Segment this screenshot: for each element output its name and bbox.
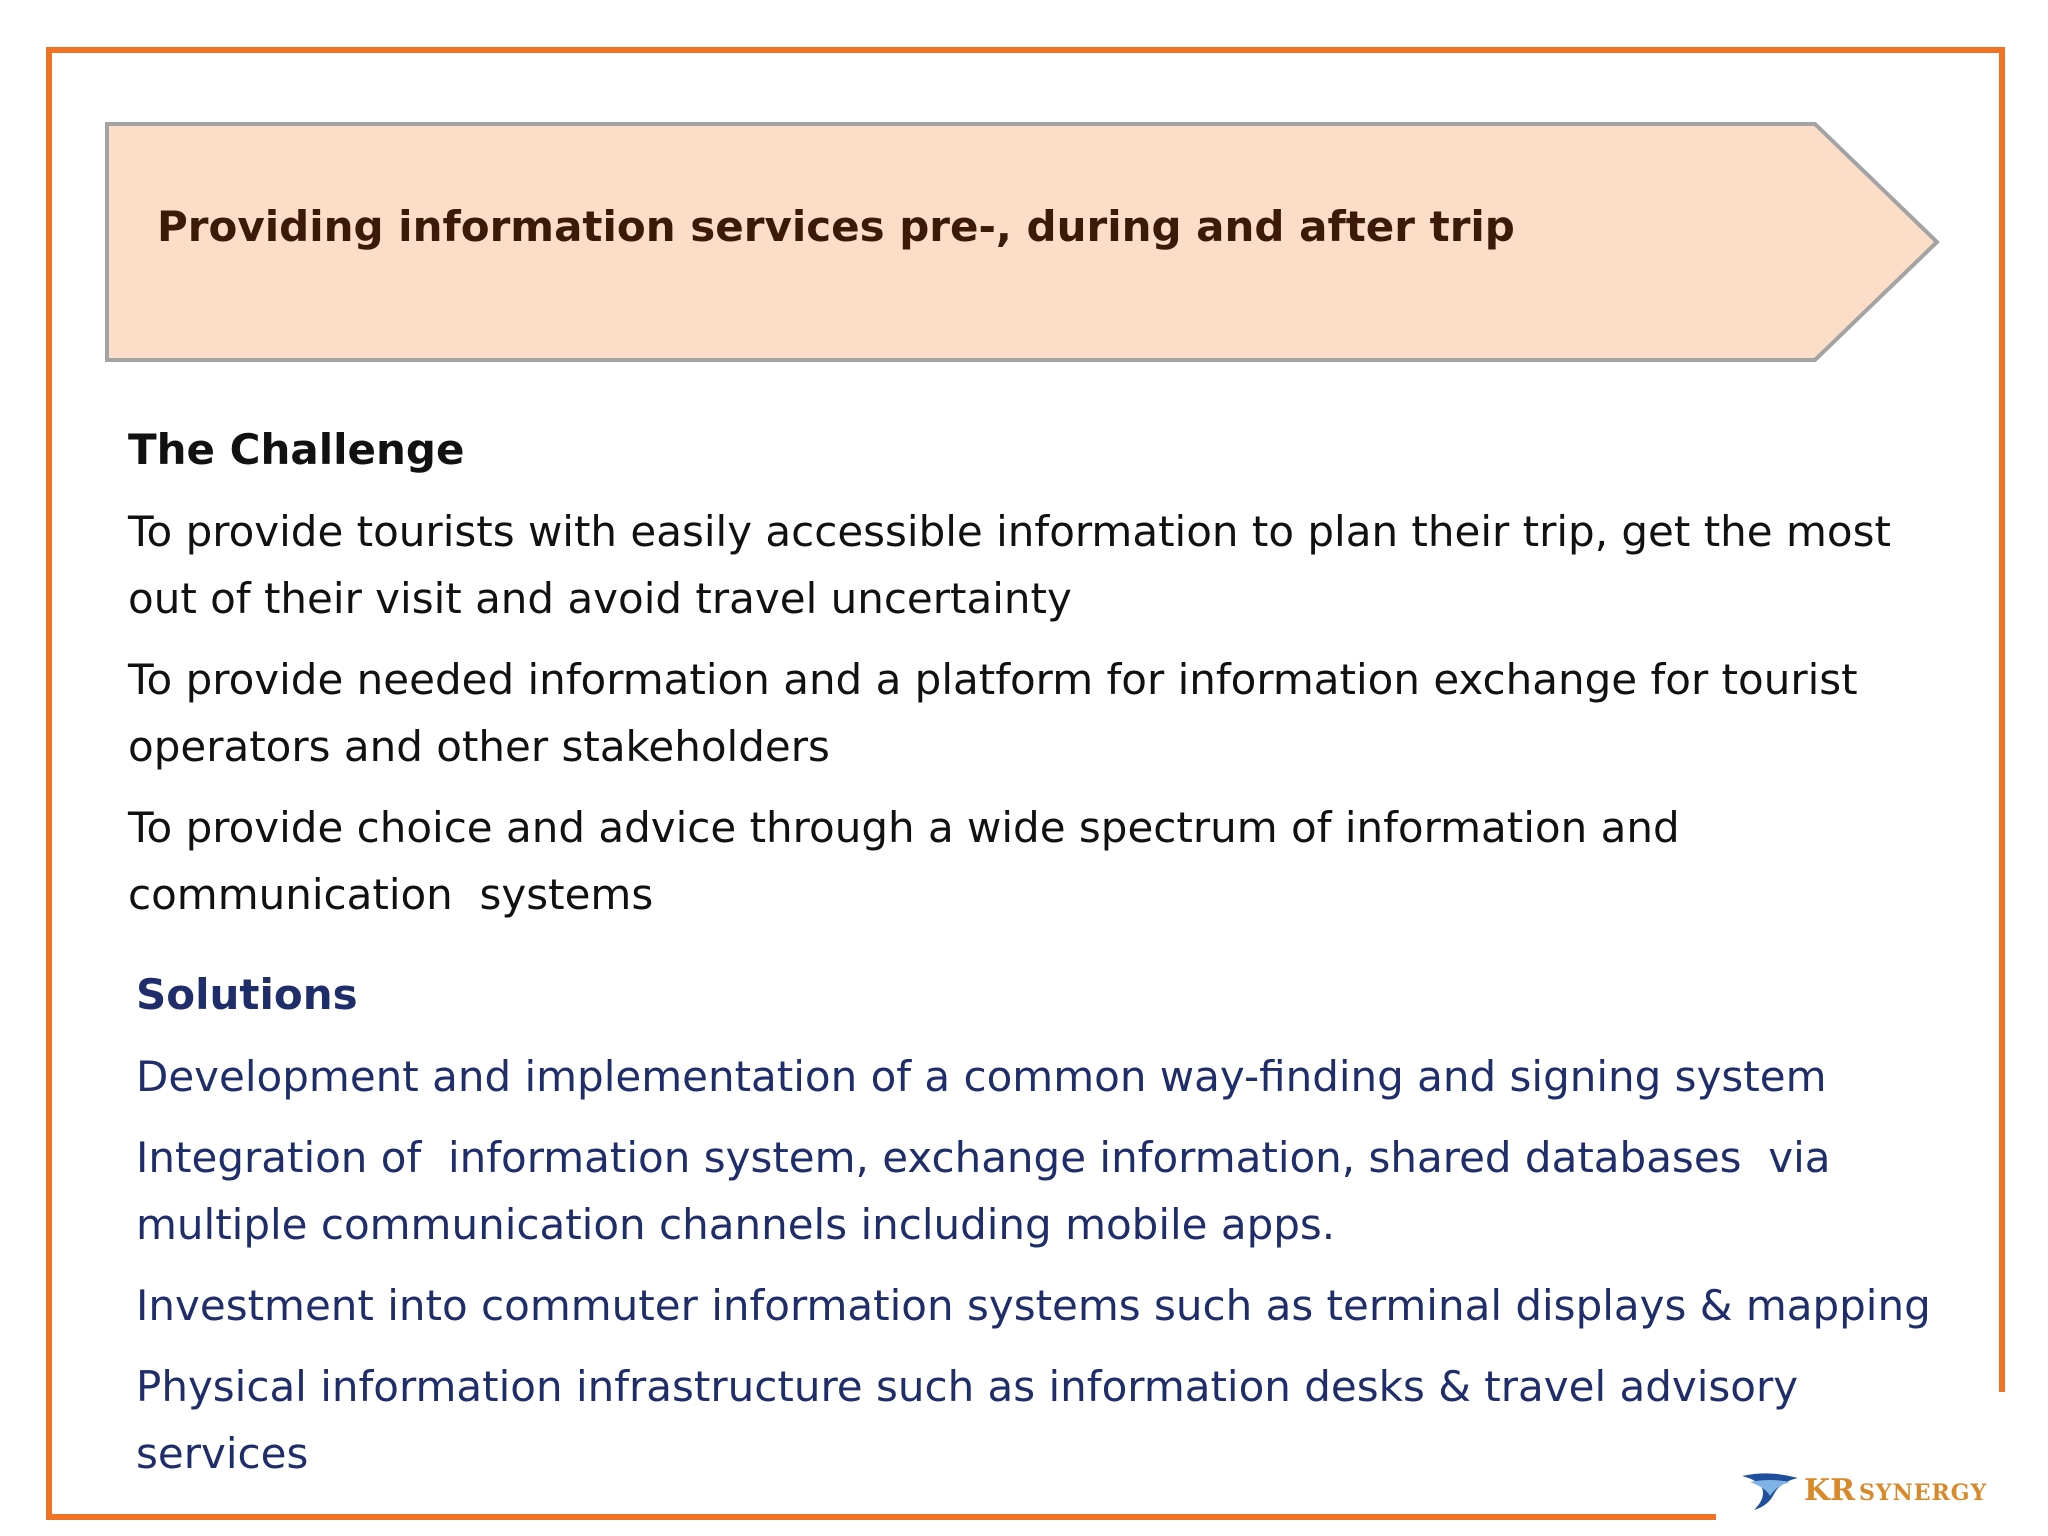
solutions-item: Investment into commuter information systems such as terminal displays & mapping xyxy=(136,1281,1931,1330)
swoosh-logo-icon xyxy=(1740,1468,1800,1512)
challenge-item: To provide needed information and a platform for information exchange for tourist operators and other stakeholders xyxy=(128,655,1871,771)
challenge-heading: The Challenge xyxy=(128,425,465,474)
challenge-item: To provide tourists with easily accessible information to plan their trip, get the most out of their visit and avoid travel uncertainty xyxy=(128,507,1905,623)
frame-border-bottom xyxy=(46,1514,1716,1520)
solutions-item: Development and implementation of a common way-finding and signing system xyxy=(136,1052,1827,1101)
logo-synergy-text: SYNERGY xyxy=(1859,1479,1988,1506)
banner-title: Providing information services pre-, during and after trip xyxy=(157,202,1515,251)
solutions-item: Integration of information system, exchange information, shared databases via multiple communication channels including mobile apps. xyxy=(136,1133,1844,1249)
frame-border-right xyxy=(1999,47,2005,1392)
frame-border-top xyxy=(46,47,2005,53)
kr-synergy-logo xyxy=(1740,1464,2000,1516)
frame-border-left xyxy=(46,47,52,1520)
challenge-section xyxy=(128,420,1948,942)
title-banner xyxy=(105,122,1955,367)
solutions-item: Physical information infrastructure such as information desks & travel advisory services xyxy=(136,1362,1812,1478)
solutions-section xyxy=(136,965,1956,1501)
solutions-heading: Solutions xyxy=(136,970,358,1019)
logo-kr-text: KR xyxy=(1804,1472,1856,1508)
challenge-item: To provide choice and advice through a wide spectrum of information and communication systems xyxy=(128,803,1693,919)
logo-wordmark xyxy=(1804,1473,1987,1508)
